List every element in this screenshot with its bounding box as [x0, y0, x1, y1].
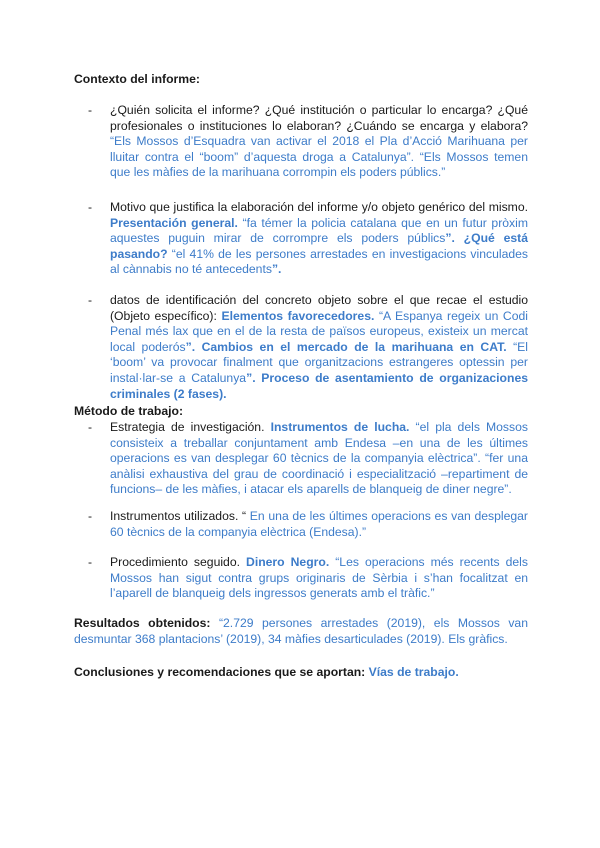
list-dash: - — [88, 200, 93, 214]
list-item-text: Estrategia de investigación. Instrumentos de lucha. “el pla dels Mossos consisteix a treballar conjuntament amb Endesa –en una de les últimes operacions es van desplegar 60 tècnics de la companyia elèctrica”. “fer una anàlisi exhaustiva del grau de coordinació i especialització –repartiment de funcions– de les màfies, i atacar els aparells de blanqueig de diner negre”. — [110, 420, 528, 497]
list-dash: - — [88, 103, 93, 117]
list-item-text: Procedimiento seguido. Dinero Negro. “Les operacions més recents dels Mossos han sigut contra grups originaris de Sèrbia i s’han focalitzat en l’aparell de blanqueig dels ingressos generats amb el tràfic.” — [110, 555, 528, 601]
list-item-text: Motivo que justifica la elaboración del informe y/o objeto genérico del mismo. Presentación general. “fa témer la policia catalana que en un futur pròxim aquestes puguin mirar de corrompre els poders públics”. ¿Qué está pasando? “el 41% de les persones arrestades en investigacions vinculades al cànnabis no té antecedents”. — [110, 200, 528, 277]
conclusiones-paragraph: Conclusiones y recomendaciones que se aportan: Vías de trabajo. — [74, 665, 459, 679]
section-heading-metodo: Método de trabajo: — [74, 404, 184, 418]
resultados-paragraph: Resultados obtenidos: “2.729 persones arrestades (2019), els Mossos van desmuntar 368 plantacions’ (2019), 34 màfies desarticulades (2019). Els gràfics. — [74, 616, 528, 646]
list-dash: - — [88, 420, 93, 434]
list-item-text: datos de identificación del concreto objeto sobre el que recae el estudio (Objeto específico): Elementos favorecedores. “A Espanya regeix un Codi Penal més lax que en el de la resta de països europeus, existeix un mercat local poderós”. Cambios en el mercado de la marihuana en CAT. “El ‘boom’ va provocar finalment que organitzacions estrangeres optessin per instal·lar-se a Catalunya”. Proceso de asentamiento de organizaciones criminales (2 fases). — [110, 293, 528, 401]
list-dash: - — [88, 555, 93, 569]
list-item-text: ¿Quién solicita el informe? ¿Qué institución o particular lo encarga? ¿Qué profesionales o instituciones lo elaboran? ¿Cuándo se encarga y elabora? “Els Mossos d’Esquadra van activar el 2018 el Pla d’Acció Marihuana per lluitar contra el “boom” d’aquesta droga a Catalunya”. “Els Mossos temen que les màfies de la marihuana corrompin els poders públics.” — [110, 103, 528, 180]
list-dash: - — [88, 509, 93, 523]
list-item-text: Instrumentos utilizados. “ En una de les últimes operacions es van desplegar 60 tècnics de la companyia elèctrica (Endesa).” — [110, 509, 528, 539]
section-heading-contexto: Contexto del informe: — [74, 72, 200, 86]
list-dash: - — [88, 293, 93, 307]
